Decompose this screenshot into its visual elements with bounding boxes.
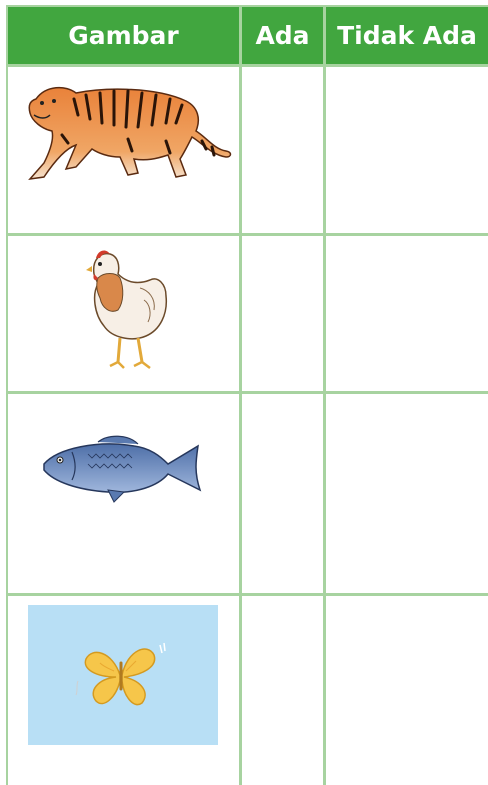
butterfly-icon (72, 641, 168, 711)
header-gambar: Gambar (6, 5, 239, 67)
tiger-icon (16, 79, 234, 184)
picture-cell-fish (6, 394, 239, 596)
ada-cell-fish[interactable] (239, 394, 323, 596)
picture-cell-butterfly (6, 596, 239, 785)
ada-cell-butterfly[interactable] (239, 596, 323, 785)
tidak-ada-cell-chicken[interactable] (323, 236, 488, 394)
header-ada: Ada (239, 5, 323, 67)
animal-table (6, 5, 488, 785)
tidak-ada-cell-tiger[interactable] (323, 67, 488, 236)
ada-cell-chicken[interactable] (239, 236, 323, 394)
picture-cell-tiger (6, 67, 239, 236)
header-tidak-ada: Tidak Ada (323, 5, 488, 67)
fish-icon (38, 434, 208, 506)
picture-cell-chicken (6, 236, 239, 394)
chicken-icon (84, 244, 172, 376)
tidak-ada-cell-fish[interactable] (323, 394, 488, 596)
tidak-ada-cell-butterfly[interactable] (323, 596, 488, 785)
ada-cell-tiger[interactable] (239, 67, 323, 236)
butterfly-background (28, 605, 218, 745)
